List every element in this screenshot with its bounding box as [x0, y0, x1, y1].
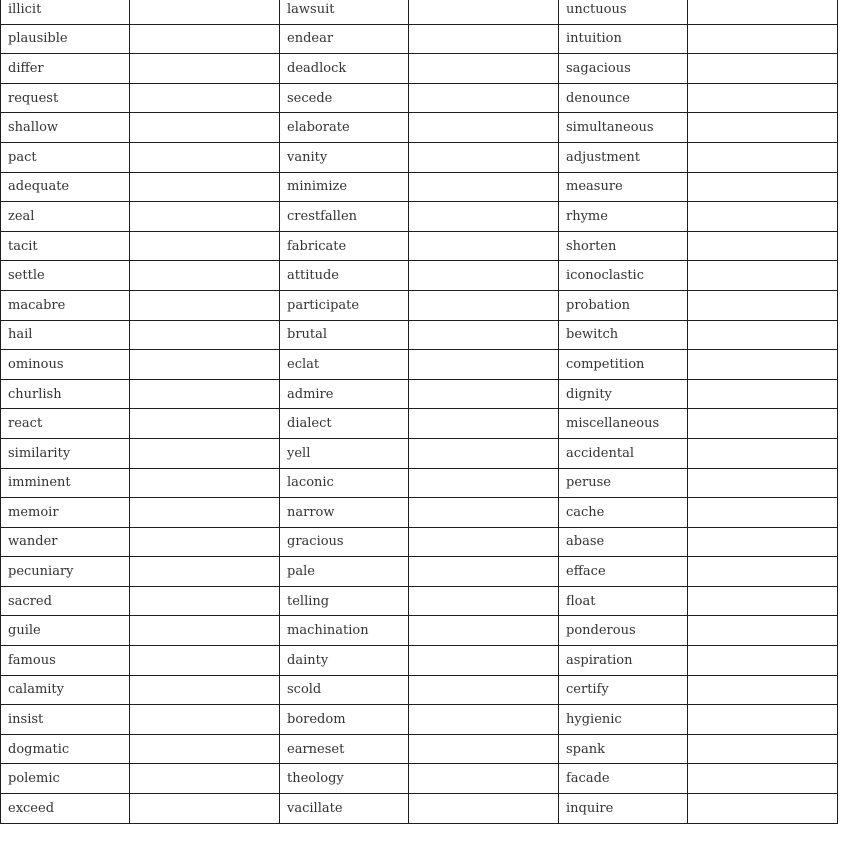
- table-row: [1, 616, 838, 646]
- answer-blank-cell[interactable]: [688, 261, 838, 291]
- vocab-word-cell: cache: [559, 498, 688, 528]
- vocabulary-table-body: [1, 0, 838, 823]
- vocab-word-cell: aspiration: [559, 646, 688, 676]
- vocab-word-cell: churlish: [1, 379, 130, 409]
- answer-blank-cell[interactable]: [688, 142, 838, 172]
- vocab-word-cell: simultaneous: [559, 113, 688, 143]
- answer-blank-cell[interactable]: [688, 764, 838, 794]
- answer-blank-cell[interactable]: [130, 320, 280, 350]
- vocab-word-cell: deadlock: [280, 54, 409, 84]
- vocab-word-cell: inquire: [559, 794, 688, 824]
- vocab-word-cell: react: [1, 409, 130, 439]
- vocab-word-cell: dainty: [280, 646, 409, 676]
- vocab-word-cell: pecuniary: [1, 557, 130, 587]
- vocab-word-cell: plausible: [1, 24, 130, 54]
- answer-blank-cell[interactable]: [130, 438, 280, 468]
- answer-blank-cell[interactable]: [688, 290, 838, 320]
- answer-blank-cell[interactable]: [130, 0, 280, 24]
- table-row: [1, 438, 838, 468]
- answer-blank-cell[interactable]: [409, 0, 559, 24]
- answer-blank-cell[interactable]: [409, 616, 559, 646]
- vocab-word-cell: request: [1, 83, 130, 113]
- vocab-word-cell: accidental: [559, 438, 688, 468]
- table-row: [1, 794, 838, 824]
- answer-blank-cell[interactable]: [409, 290, 559, 320]
- vocab-word-cell: endear: [280, 24, 409, 54]
- answer-blank-cell[interactable]: [409, 202, 559, 232]
- table-row: [1, 527, 838, 557]
- vocab-word-cell: ponderous: [559, 616, 688, 646]
- vocab-word-cell: polemic: [1, 764, 130, 794]
- vocab-word-cell: calamity: [1, 675, 130, 705]
- answer-blank-cell[interactable]: [688, 586, 838, 616]
- answer-blank-cell[interactable]: [409, 557, 559, 587]
- answer-blank-cell[interactable]: [130, 350, 280, 380]
- answer-blank-cell[interactable]: [688, 83, 838, 113]
- vocab-word-cell: hail: [1, 320, 130, 350]
- answer-blank-cell[interactable]: [688, 54, 838, 84]
- vocab-word-cell: memoir: [1, 498, 130, 528]
- answer-blank-cell[interactable]: [130, 172, 280, 202]
- answer-blank-cell[interactable]: [130, 24, 280, 54]
- answer-blank-cell[interactable]: [409, 172, 559, 202]
- answer-blank-cell[interactable]: [409, 734, 559, 764]
- table-row: [1, 705, 838, 735]
- vocab-word-cell: exceed: [1, 794, 130, 824]
- answer-blank-cell[interactable]: [688, 705, 838, 735]
- answer-blank-cell[interactable]: [130, 468, 280, 498]
- vocab-word-cell: spank: [559, 734, 688, 764]
- answer-blank-cell[interactable]: [688, 794, 838, 824]
- table-row: [1, 498, 838, 528]
- answer-blank-cell[interactable]: [130, 586, 280, 616]
- vocab-word-cell: hygienic: [559, 705, 688, 735]
- vocab-word-cell: fabricate: [280, 231, 409, 261]
- vocab-word-cell: illicit: [1, 0, 130, 24]
- vocab-word-cell: rhyme: [559, 202, 688, 232]
- table-row: [1, 734, 838, 764]
- vocab-word-cell: peruse: [559, 468, 688, 498]
- vocab-word-cell: measure: [559, 172, 688, 202]
- vocab-word-cell: unctuous: [559, 0, 688, 24]
- answer-blank-cell[interactable]: [130, 379, 280, 409]
- vocab-word-cell: narrow: [280, 498, 409, 528]
- vocab-word-cell: zeal: [1, 202, 130, 232]
- answer-blank-cell[interactable]: [409, 468, 559, 498]
- answer-blank-cell[interactable]: [130, 764, 280, 794]
- answer-blank-cell[interactable]: [688, 675, 838, 705]
- vocab-word-cell: pale: [280, 557, 409, 587]
- vocab-word-cell: guile: [1, 616, 130, 646]
- vocab-word-cell: float: [559, 586, 688, 616]
- vocab-word-cell: sacred: [1, 586, 130, 616]
- answer-blank-cell[interactable]: [688, 468, 838, 498]
- vocab-word-cell: yell: [280, 438, 409, 468]
- answer-blank-cell[interactable]: [130, 54, 280, 84]
- vocab-word-cell: wander: [1, 527, 130, 557]
- answer-blank-cell[interactable]: [130, 557, 280, 587]
- table-row: [1, 24, 838, 54]
- answer-blank-cell[interactable]: [688, 409, 838, 439]
- answer-blank-cell[interactable]: [688, 498, 838, 528]
- vocab-word-cell: shorten: [559, 231, 688, 261]
- answer-blank-cell[interactable]: [688, 320, 838, 350]
- answer-blank-cell[interactable]: [409, 675, 559, 705]
- answer-blank-cell[interactable]: [688, 379, 838, 409]
- table-row: [1, 675, 838, 705]
- answer-blank-cell[interactable]: [409, 350, 559, 380]
- answer-blank-cell[interactable]: [409, 527, 559, 557]
- answer-blank-cell[interactable]: [130, 113, 280, 143]
- answer-blank-cell[interactable]: [409, 54, 559, 84]
- vocab-word-cell: brutal: [280, 320, 409, 350]
- answer-blank-cell[interactable]: [130, 705, 280, 735]
- vocab-word-cell: ominous: [1, 350, 130, 380]
- vocab-word-cell: settle: [1, 261, 130, 291]
- answer-blank-cell[interactable]: [688, 231, 838, 261]
- answer-blank-cell[interactable]: [130, 734, 280, 764]
- answer-blank-cell[interactable]: [409, 113, 559, 143]
- table-row: [1, 557, 838, 587]
- vocab-word-cell: adjustment: [559, 142, 688, 172]
- vocab-word-cell: pact: [1, 142, 130, 172]
- table-row: [1, 202, 838, 232]
- vocab-word-cell: similarity: [1, 438, 130, 468]
- answer-blank-cell[interactable]: [409, 231, 559, 261]
- table-row: [1, 54, 838, 84]
- answer-blank-cell[interactable]: [130, 527, 280, 557]
- answer-blank-cell[interactable]: [688, 646, 838, 676]
- vocab-word-cell: differ: [1, 54, 130, 84]
- table-row: [1, 142, 838, 172]
- answer-blank-cell[interactable]: [688, 734, 838, 764]
- table-row: [1, 290, 838, 320]
- vocab-word-cell: tacit: [1, 231, 130, 261]
- answer-blank-cell[interactable]: [409, 646, 559, 676]
- vocab-word-cell: lawsuit: [280, 0, 409, 24]
- vocab-word-cell: imminent: [1, 468, 130, 498]
- vocab-word-cell: machination: [280, 616, 409, 646]
- vocab-word-cell: abase: [559, 527, 688, 557]
- vocab-word-cell: telling: [280, 586, 409, 616]
- vocab-word-cell: elaborate: [280, 113, 409, 143]
- vocab-word-cell: boredom: [280, 705, 409, 735]
- answer-blank-cell[interactable]: [409, 83, 559, 113]
- answer-blank-cell[interactable]: [409, 409, 559, 439]
- table-row: [1, 586, 838, 616]
- vocab-word-cell: sagacious: [559, 54, 688, 84]
- vocab-word-cell: miscellaneous: [559, 409, 688, 439]
- answer-blank-cell[interactable]: [688, 557, 838, 587]
- table-row: [1, 764, 838, 794]
- vocab-word-cell: efface: [559, 557, 688, 587]
- table-row: [1, 261, 838, 291]
- vocab-word-cell: dignity: [559, 379, 688, 409]
- vocab-word-cell: secede: [280, 83, 409, 113]
- answer-blank-cell[interactable]: [130, 498, 280, 528]
- answer-blank-cell[interactable]: [130, 675, 280, 705]
- vocab-word-cell: laconic: [280, 468, 409, 498]
- vocab-word-cell: intuition: [559, 24, 688, 54]
- vocab-word-cell: probation: [559, 290, 688, 320]
- vocab-word-cell: competition: [559, 350, 688, 380]
- answer-blank-cell[interactable]: [130, 409, 280, 439]
- answer-blank-cell[interactable]: [688, 438, 838, 468]
- table-row: [1, 350, 838, 380]
- table-row: [1, 231, 838, 261]
- table-row: [1, 320, 838, 350]
- answer-blank-cell[interactable]: [409, 379, 559, 409]
- answer-blank-cell[interactable]: [688, 350, 838, 380]
- vocab-word-cell: crestfallen: [280, 202, 409, 232]
- answer-blank-cell[interactable]: [688, 24, 838, 54]
- vocab-word-cell: iconoclastic: [559, 261, 688, 291]
- vocab-word-cell: minimize: [280, 172, 409, 202]
- answer-blank-cell[interactable]: [409, 24, 559, 54]
- table-row: [1, 468, 838, 498]
- answer-blank-cell[interactable]: [688, 616, 838, 646]
- answer-blank-cell[interactable]: [409, 142, 559, 172]
- answer-blank-cell[interactable]: [409, 586, 559, 616]
- table-row: [1, 379, 838, 409]
- vocab-word-cell: earneset: [280, 734, 409, 764]
- table-row: [1, 0, 838, 24]
- vocab-word-cell: adequate: [1, 172, 130, 202]
- vocab-word-cell: insist: [1, 705, 130, 735]
- answer-blank-cell[interactable]: [688, 113, 838, 143]
- vocab-word-cell: dogmatic: [1, 734, 130, 764]
- answer-blank-cell[interactable]: [409, 320, 559, 350]
- answer-blank-cell[interactable]: [130, 290, 280, 320]
- table-row: [1, 113, 838, 143]
- answer-blank-cell[interactable]: [130, 142, 280, 172]
- vocab-word-cell: vacillate: [280, 794, 409, 824]
- vocab-word-cell: scold: [280, 675, 409, 705]
- answer-blank-cell[interactable]: [130, 83, 280, 113]
- vocab-word-cell: eclat: [280, 350, 409, 380]
- vocab-word-cell: vanity: [280, 142, 409, 172]
- answer-blank-cell[interactable]: [688, 172, 838, 202]
- vocab-word-cell: macabre: [1, 290, 130, 320]
- table-row: [1, 172, 838, 202]
- vocab-word-cell: attitude: [280, 261, 409, 291]
- table-row: [1, 646, 838, 676]
- vocab-word-cell: dialect: [280, 409, 409, 439]
- vocab-word-cell: participate: [280, 290, 409, 320]
- vocab-word-cell: certify: [559, 675, 688, 705]
- table-row: [1, 409, 838, 439]
- answer-blank-cell[interactable]: [409, 794, 559, 824]
- vocab-word-cell: famous: [1, 646, 130, 676]
- answer-blank-cell[interactable]: [130, 616, 280, 646]
- vocab-word-cell: admire: [280, 379, 409, 409]
- table-row: [1, 83, 838, 113]
- answer-blank-cell[interactable]: [409, 764, 559, 794]
- answer-blank-cell[interactable]: [688, 202, 838, 232]
- answer-blank-cell[interactable]: [130, 261, 280, 291]
- vocab-word-cell: gracious: [280, 527, 409, 557]
- vocab-word-cell: theology: [280, 764, 409, 794]
- answer-blank-cell[interactable]: [688, 0, 838, 24]
- vocab-word-cell: bewitch: [559, 320, 688, 350]
- answer-blank-cell[interactable]: [130, 646, 280, 676]
- vocab-word-cell: denounce: [559, 83, 688, 113]
- answer-blank-cell[interactable]: [688, 527, 838, 557]
- vocab-word-cell: facade: [559, 764, 688, 794]
- answer-blank-cell[interactable]: [130, 202, 280, 232]
- answer-blank-cell[interactable]: [409, 438, 559, 468]
- vocab-word-cell: shallow: [1, 113, 130, 143]
- answer-blank-cell[interactable]: [409, 498, 559, 528]
- answer-blank-cell[interactable]: [409, 705, 559, 735]
- answer-blank-cell[interactable]: [130, 794, 280, 824]
- answer-blank-cell[interactable]: [409, 261, 559, 291]
- answer-blank-cell[interactable]: [130, 231, 280, 261]
